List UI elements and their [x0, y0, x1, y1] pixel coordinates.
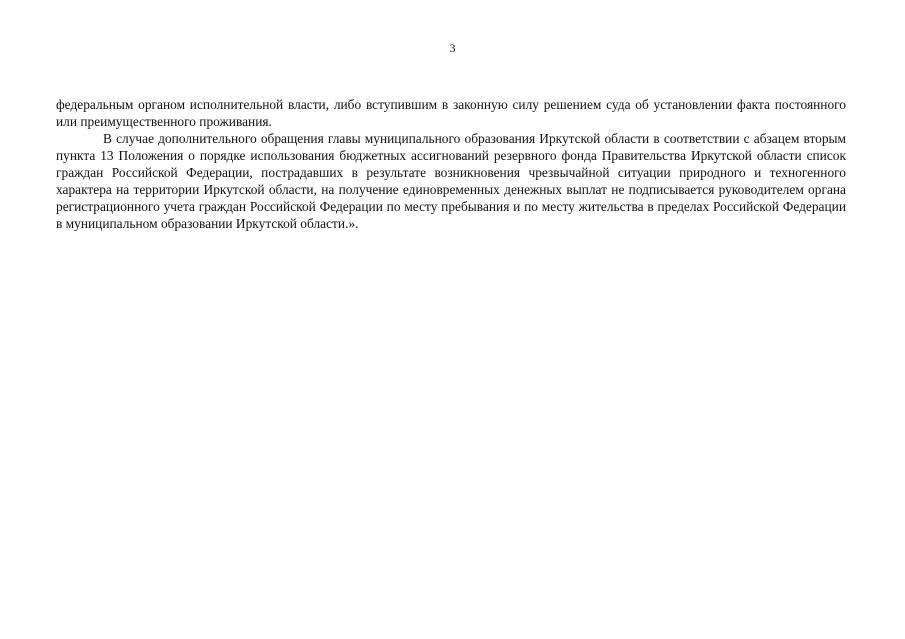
paragraph-additional-request: В случае дополнительного обращения главы муниципального образования Иркутской области в соответствии с абзацем вторым пункта 13 Положения о порядке использования бюджетных ассигнований резервного фонда Правительства Иркутской области список граждан Российской Федерации, пострадавших в результате возникновения чрезвычайной ситуации природного и техногенного характера на территории Иркутской области, на получение единовременных денежных выплат не подписывается руководителем органа регистрационного учета граждан Российской Федерации по месту пребывания и по месту жительства в пределах Российской Федерации в муниципальном образовании Иркутской области.». — [56, 131, 846, 231]
document-body — [56, 96, 846, 232]
page-number: 3 — [449, 41, 456, 55]
paragraph-continuation: федеральным органом исполнительной власти, либо вступившим в законную силу решением суда об установлении факта постоянного или преимущественного проживания. — [56, 97, 846, 129]
